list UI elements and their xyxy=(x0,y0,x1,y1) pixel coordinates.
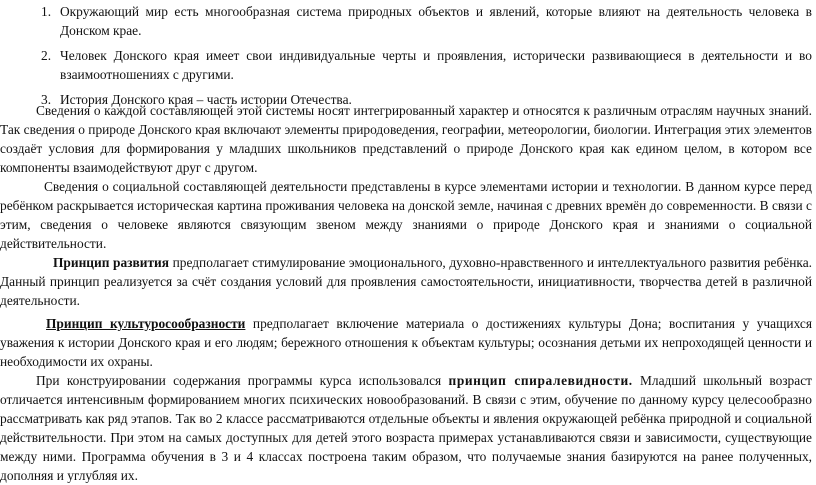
paragraph-development-principle: Принцип развития предполагает стимулирование эмоционального, духовно-нравственного и интеллектуального развития ребёнка. Данный принцип реализуется за счёт создания условий для проявления самостоятельности, инициативности, творчества детей в различной деятельности. xyxy=(0,255,813,308)
principle-heading: принцип спиралевидности. xyxy=(448,373,633,388)
list-item: 3. История Донского края – часть истории Отечества. xyxy=(41,92,352,107)
paragraph-integration: Сведения о каждой составляющей этой системы носят интегрированный характер и относятся к различным отраслям научных знаний. Так сведения о природе Донского края включают элементы природоведения, географии, метеорологии, биологии. Интеграция этих элементов создаёт условия для формирования у младших школьников представлений о природе Донского края как едином целом, в котором все компоненты взаимодействуют друг с другом. xyxy=(0,103,812,175)
numbered-list xyxy=(0,2,812,115)
list-item-text: Окружающий мир есть многообразная система природных объектов и явлений, которые влияют на деятельность человека в Донском крае. xyxy=(60,4,812,38)
paragraph-spiral-principle: При конструировании содержания программы курса использовался принцип спиралевидности. Младший школьный возраст отличается интенсивным формированием многих психических новообразований. В связи с этим, обучение по данному курсу целесообразно рассматривать как ряд этапов. Так во 2 классе рассматриваются отдельные объекты и явления окружающей ребёнка природной и социальной действительности. При этом на самых доступных для детей этого возраста примерах устанавливаются связи и зависимости, существующие между ними. Программа обучения в 3 и 4 классах построена таким образом, что получаемые знания базируются на ранее полученных, дополняя и углубляя их. xyxy=(0,373,812,483)
list-item-text: Человек Донского края имеет свои индивидуальные черты и проявления, исторически развивающиеся в деятельности и во взаимоотношениях с другими. xyxy=(60,48,812,82)
body-text xyxy=(0,101,812,485)
list-item: 2. Человек Донского края имеет свои индивидуальные черты и проявления, исторически развивающиеся в деятельности и во взаимоотношениях с другими. xyxy=(41,48,812,82)
principle-heading: Принцип развития xyxy=(53,255,170,270)
paragraph-culture-principle: Принцип культуросообразности предполагает включение материала о достижениях культуры Дона; воспитания у учащихся уважения к истории Донского края и его людям; бережного отношения к объектам культуры; осознания детьми их непроходящей ценности и необходимости их охраны. xyxy=(0,316,813,369)
paragraph-social: Сведения о социальной составляющей деятельности представлены в курсе элементами истории и технологии. В данном курсе перед ребёнком раскрывается историческая картина проживания человека на донской земле, начиная с древних времён до современности. В связи с этим, сведения о человеке являются связующим звеном между знаниями о природе Донского края и знаниями о социальной действительности. xyxy=(0,179,812,251)
list-item: 1. Окружающий мир есть многообразная система природных объектов и явлений, которые влияют на деятельность человека в Донском крае. xyxy=(41,4,812,38)
list-item-text: История Донского края – часть истории Отечества. xyxy=(60,92,352,107)
principle-heading: Принцип культуросообразности xyxy=(46,316,246,331)
